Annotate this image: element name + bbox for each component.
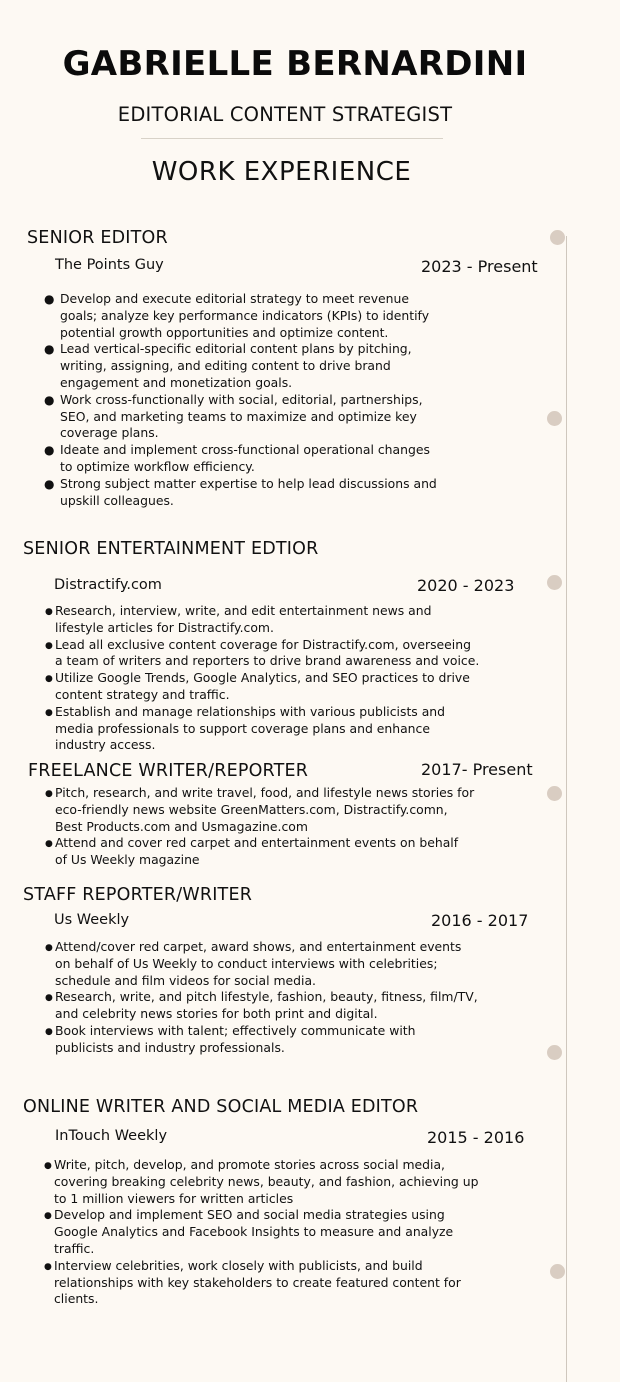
job-dates: 2023 - Present [421,257,538,276]
job-bullets [45,603,479,754]
bullet-dot-icon: ● [44,443,55,458]
bullet-dot-icon: ● [44,1161,52,1171]
candidate-name: GABRIELLE BERNARDINI [62,44,528,84]
list-item [45,637,479,671]
company-name: Distractify.com [54,577,162,593]
job-bullets [43,291,437,509]
bullet-text: Ideate and implement cross-functional operational changes to optimize workflow efficiency. [60,442,430,474]
bullet-text: Book interviews with talent; effectively communicate with publicists and industry professionals. [55,1022,416,1055]
job-title: SENIOR ENTERTAINMENT EDTIOR [23,539,319,559]
list-item [43,291,437,341]
job-title: FREELANCE WRITER/REPORTER [28,761,309,781]
list-item [45,939,478,989]
bullet-text: Lead all exclusive content coverage for Distractify.com, overseeing a team of writers and reporters to drive brand awareness and voice. [55,636,480,669]
timeline-dot [547,411,562,426]
bullet-text: Utilize Google Trends, Google Analytics, and SEO practices to drive content strategy and traffic. [55,670,470,702]
bullet-text: Attend/cover red carpet, award shows, and entertainment events on behalf of Us Weekly to conduct interviews with celebrities; schedule and film videos for social media. [55,939,462,988]
timeline-dot [547,786,562,801]
bullet-dot-icon: ● [44,476,55,491]
job-dates: 2017- Present [421,760,533,779]
bullet-text: Attend and cover red carpet and entertainment events on behalf of Us Weekly magazine [55,835,459,868]
job-bullets [45,785,474,869]
bullet-text: Establish and manage relationships with various publicists and media professionals to support coverage plans and enhance industry access. [55,703,446,753]
timeline-dot [550,230,565,245]
list-item [44,1207,478,1257]
bullet-dot-icon: ● [45,674,53,685]
bullet-text: Pitch, research, and write travel, food, and lifestyle news stories for eco-friendly news website GreenMatters.com, Distractify.comn, Best Products.com and Usmagazine.com [55,785,475,834]
bullet-text: Lead vertical-specific editorial content plans by pitching, writing, assigning, and editing content to drive brand engagement and monetization goals. [60,341,412,390]
bullet-text: Research, interview, write, and edit entertainment news and lifestyle articles for Distractify.com. [55,603,432,635]
bullet-text: Strong subject matter expertise to help lead discussions and upskill colleagues. [60,475,437,508]
company-name: The Points Guy [55,257,164,273]
bullet-text: Develop and execute editorial strategy to meet revenue goals; analyze key performance indicators (KPIs) to identify potential growth opportunities and optimize content. [60,291,430,340]
bullet-dot-icon: ● [45,839,53,850]
company-name: InTouch Weekly [55,1128,168,1144]
list-item [45,704,479,754]
job-bullets [45,939,478,1057]
list-item [44,1258,478,1308]
bullet-dot-icon: ● [45,707,53,718]
job-bullets [44,1157,478,1308]
list-item [45,835,474,869]
bullet-text: Develop and implement SEO and social media strategies using Google Analytics and Facebook Insights to measure and analyze traffic. [54,1207,454,1256]
bullet-dot-icon: ● [44,392,55,407]
list-item [45,603,479,637]
timeline-dot [547,575,562,590]
job-dates: 2016 - 2017 [431,911,529,930]
list-item [43,392,437,442]
header-divider [141,138,443,139]
bullet-dot-icon: ● [44,1211,52,1222]
bullet-dot-icon: ● [45,789,53,799]
bullet-dot-icon: ● [45,943,53,953]
bullet-dot-icon: ● [44,292,55,306]
bullet-text: Work cross-functionally with social, editorial, partnerships, SEO, and marketing teams to maximize and optimize key coverage plans. [60,391,423,441]
bullet-dot-icon: ● [45,607,53,617]
job-title: STAFF REPORTER/WRITER [23,885,253,905]
bullet-text: Write, pitch, develop, and promote stories across social media, covering breaking celebrity news, beauty, and fashion, achieving up to 1 million viewers for written articles [54,1157,479,1206]
bullet-text: Research, write, and pitch lifestyle, fashion, beauty, fitness, film/TV, and celebrity news stories for both print and digital. [55,989,478,1022]
timeline-line [566,236,567,1382]
list-item [45,1023,478,1057]
list-item [43,476,437,510]
list-item [45,785,474,835]
candidate-headline: EDITORIAL CONTENT STRATEGIST [117,103,453,126]
bullet-dot-icon: ● [44,1261,52,1272]
list-item [45,989,478,1023]
list-item [43,341,437,391]
list-item [44,1157,478,1207]
list-item [45,670,479,704]
bullet-text: Interview celebrities, work closely with publicists, and build relationships with key stakeholders to create featured content for clients. [54,1257,461,1307]
bullet-dot-icon: ● [45,640,53,651]
list-item [43,442,437,476]
section-title-work-experience: WORK EXPERIENCE [151,157,412,187]
job-title: SENIOR EDITOR [27,228,168,248]
bullet-dot-icon: ● [45,1026,53,1037]
bullet-dot-icon: ● [45,993,53,1004]
bullet-dot-icon: ● [44,342,55,357]
timeline-dot [547,1045,562,1060]
company-name: Us Weekly [54,912,130,928]
job-dates: 2015 - 2016 [427,1128,525,1147]
job-dates: 2020 - 2023 [417,576,515,595]
timeline-dot [550,1264,565,1279]
job-title: ONLINE WRITER AND SOCIAL MEDIA EDITOR [23,1097,419,1117]
